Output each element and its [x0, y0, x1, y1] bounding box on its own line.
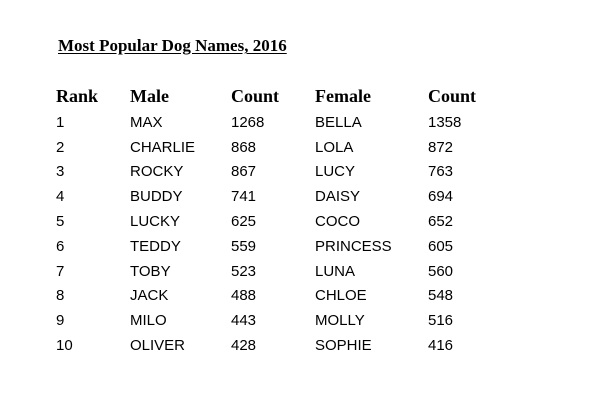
female-count-cell: 560 — [428, 262, 454, 280]
table-row — [56, 108, 488, 135]
header-female: Female — [315, 85, 371, 106]
header-male: Male — [130, 85, 169, 106]
male-name-cell: JACK — [130, 287, 169, 305]
male-name-cell: MAX — [130, 113, 163, 131]
rank-cell: 7 — [56, 262, 65, 280]
male-name-cell: MILO — [130, 312, 167, 330]
table-header-row — [56, 84, 488, 108]
female-name-cell: CHLOE — [315, 287, 367, 305]
male-name-cell: TOBY — [130, 262, 171, 280]
table-row — [56, 184, 488, 209]
female-name-cell: MOLLY — [315, 312, 365, 330]
female-count-cell: 652 — [428, 213, 454, 231]
male-name-cell: BUDDY — [130, 188, 183, 206]
female-count-cell: 872 — [428, 138, 454, 156]
male-count-cell: 523 — [231, 262, 257, 280]
header-female-count: Count — [428, 85, 477, 106]
rank-cell: 9 — [56, 312, 65, 330]
male-count-cell: 741 — [231, 188, 257, 206]
female-count-cell: 694 — [428, 188, 454, 206]
rank-cell: 5 — [56, 213, 65, 231]
female-name-cell: LUCY — [315, 163, 356, 181]
table-row — [56, 135, 488, 160]
rank-cell: 8 — [56, 287, 65, 305]
female-count-cell: 548 — [428, 287, 454, 305]
table-row — [56, 209, 488, 234]
female-name-cell: PRINCESS — [315, 237, 392, 255]
female-name-cell: COCO — [315, 213, 360, 231]
rank-cell: 10 — [56, 337, 73, 355]
table-row — [56, 308, 488, 333]
female-name-cell: SOPHIE — [315, 337, 372, 355]
female-name-cell: BELLA — [315, 113, 362, 131]
male-count-cell: 868 — [231, 138, 257, 156]
female-count-cell: 763 — [428, 163, 454, 181]
table-row — [56, 234, 488, 259]
dog-names-table — [56, 84, 488, 358]
female-count-cell: 416 — [428, 337, 454, 355]
header-rank: Rank — [56, 85, 99, 106]
male-count-cell: 559 — [231, 237, 257, 255]
female-count-cell: 516 — [428, 312, 454, 330]
male-count-cell: 488 — [231, 287, 257, 305]
male-count-cell: 867 — [231, 163, 257, 181]
female-name-cell: LOLA — [315, 138, 354, 156]
male-name-cell: TEDDY — [130, 237, 181, 255]
header-male-count: Count — [231, 85, 280, 106]
rank-cell: 4 — [56, 188, 65, 206]
female-count-cell: 1358 — [428, 113, 462, 131]
male-name-cell: OLIVER — [130, 337, 186, 355]
rank-cell: 1 — [56, 113, 65, 131]
male-count-cell: 625 — [231, 213, 257, 231]
male-name-cell: ROCKY — [130, 163, 184, 181]
male-name-cell: CHARLIE — [130, 138, 196, 156]
rank-cell: 2 — [56, 138, 65, 156]
female-name-cell: DAISY — [315, 188, 361, 206]
male-count-cell: 428 — [231, 337, 257, 355]
female-count-cell: 605 — [428, 237, 454, 255]
rank-cell: 3 — [56, 163, 65, 181]
table-row — [56, 259, 488, 284]
male-name-cell: LUCKY — [130, 213, 181, 231]
male-count-cell: 1268 — [231, 113, 265, 131]
table-row — [56, 160, 488, 185]
table-row — [56, 284, 488, 309]
female-name-cell: LUNA — [315, 262, 356, 280]
rank-cell: 6 — [56, 237, 65, 255]
male-count-cell: 443 — [231, 312, 257, 330]
page-title: Most Popular Dog Names, 2016 — [58, 36, 287, 55]
table-row — [56, 333, 488, 358]
